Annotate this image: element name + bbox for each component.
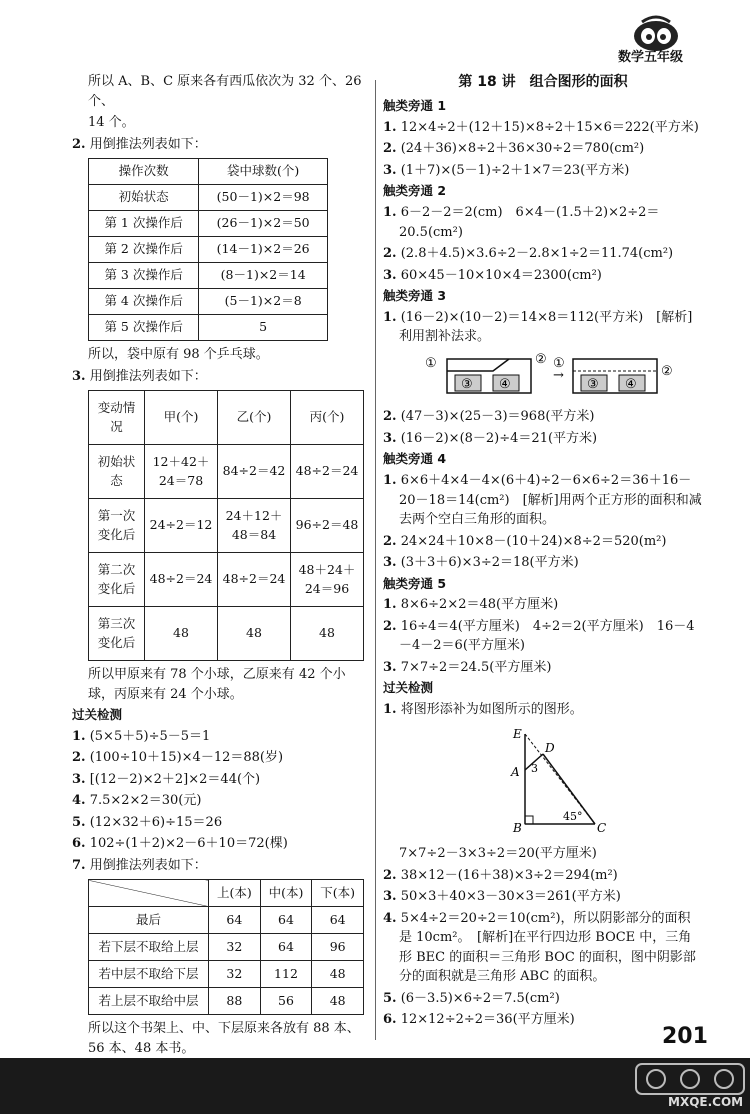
answer-text: 8×6÷2×2＝48(平方厘米): [400, 597, 559, 613]
watermark-url: MXQE.COM: [668, 1095, 744, 1109]
answer-number: 3.: [383, 267, 397, 283]
table-cell: 64: [312, 907, 364, 934]
mascot-logo-icon: [628, 12, 684, 52]
table-header: 甲(个): [145, 391, 218, 445]
diagram-label: ②: [661, 363, 673, 379]
right-column: [383, 72, 703, 1032]
answer-text: 6－2－2＝2(cm) 6×4－(1.5＋2)×2÷2＝20.5(cm²): [399, 205, 660, 240]
answer-text: (24＋36)×8÷2＋36×30÷2＝780(cm²): [400, 141, 645, 157]
table-header: 袋中球数(个): [199, 159, 328, 185]
table-cell: 96÷2＝48: [291, 499, 364, 553]
answer-number: 5.: [383, 990, 397, 1006]
lesson-title: 第 18 讲 组合图形的面积: [458, 74, 628, 90]
table-cell: 48÷2＝24: [145, 553, 218, 607]
cut-and-fill-diagram: [423, 353, 679, 397]
point-label: D: [545, 740, 555, 755]
diagram-label: ④: [499, 376, 511, 392]
table-cell: 48: [291, 607, 364, 661]
answer-text: 24×24＋10×8－(10＋24)×8÷2＝520(m²): [400, 533, 667, 549]
q2-text: 用倒推法列表如下：: [89, 136, 207, 152]
table-cell: 12＋42＋24＝78: [145, 445, 218, 499]
header-subject-grade: 数学五年级: [618, 50, 684, 65]
table-cell: 最后: [89, 907, 209, 934]
check-number: 3.: [72, 771, 86, 787]
page-number: 201: [662, 1024, 708, 1049]
answer-text: 6×6＋4×4－4×(6＋4)÷2－6×6÷2＝36＋16－20－18＝14(cm²) [解析]用两个正方形的面积和减去两个空白三角形的面积。: [399, 473, 702, 527]
section-title: 触类旁通 2: [383, 183, 447, 199]
check-number: 2.: [72, 750, 86, 766]
table-cell: 56: [260, 988, 312, 1015]
q3-conclusion: 所以甲原来有 78 个小球，乙原来有 42 个小球，丙原来有 24 个小球。: [88, 667, 346, 702]
section-check-title: 过关检测: [72, 707, 123, 722]
q2-number: 2.: [72, 136, 86, 152]
column-divider: [375, 80, 376, 1040]
table-cell: 第 3 次操作后: [89, 263, 199, 289]
table-cell: (8－1)×2＝14: [199, 263, 328, 289]
check-number: 1.: [72, 728, 86, 744]
table-bookshelf: [88, 879, 364, 1015]
table-header: 丙(个): [291, 391, 364, 445]
left-column: [72, 72, 367, 1060]
answer-text: (3＋3＋6)×3÷2＝18(平方米): [400, 555, 579, 570]
section-check-title: 过关检测: [383, 680, 434, 696]
point-label: C: [597, 820, 607, 835]
answer-number: 1.: [383, 309, 397, 325]
section-title: 触类旁通 5: [383, 575, 447, 591]
answer-text: 50×3＋40×3－30×3＝261(平方米): [400, 889, 621, 904]
table-cell: 96: [312, 934, 364, 961]
triangle-diagram: [503, 726, 613, 836]
table-cell: 第一次变化后: [89, 499, 145, 553]
intro-line-2: 14 个。: [88, 115, 135, 130]
q3-text: 用倒推法列表如下：: [89, 368, 207, 384]
answer-text: 16÷4＝4(平方厘米) 4÷2＝2(平方厘米) 16－4－4－2＝6(平方厘米): [399, 618, 695, 654]
section-title: 触类旁通 3: [383, 288, 447, 303]
table-cell: 32: [209, 934, 261, 961]
answer-text: (47－3)×(25－3)＝968(平方米): [400, 409, 595, 425]
answer-number: 1.: [383, 205, 397, 220]
diagram-label: ③: [587, 376, 599, 392]
section-title: 触类旁通 4: [383, 451, 447, 467]
point-label: B: [513, 820, 522, 835]
check-number: 5.: [72, 814, 86, 830]
q3-number: 3.: [72, 368, 86, 384]
table-cell: 48: [218, 607, 291, 661]
answer-text: (6－3.5)×6÷2＝7.5(cm²): [400, 990, 560, 1006]
table-header: 变动情况: [89, 391, 145, 445]
table-cell: 88: [209, 988, 261, 1015]
check-answer: (100÷10＋15)×4－12＝88(岁): [89, 750, 284, 766]
answer-number: 2.: [383, 409, 397, 425]
answer-text: 12×12÷2÷2＝36(平方厘米): [400, 1012, 575, 1027]
answer-number: 1.: [383, 597, 397, 613]
table-header: 中(本): [260, 880, 312, 907]
diagram-label: ③: [461, 376, 473, 392]
q7-text: 用倒推法列表如下：: [89, 857, 207, 873]
answer-text: (16－2)×(10－2)＝14×8＝112(平方米) [解析]利用割补法求。: [399, 309, 693, 345]
table-header: 操作次数: [89, 159, 199, 185]
check-answer: 7.5×2×2＝30(元): [89, 793, 202, 809]
answer-text: 60×45－10×10×4＝2300(cm²): [400, 267, 602, 283]
table-cell: 第 2 次操作后: [89, 237, 199, 263]
table-cell: 48: [312, 961, 364, 988]
table-cell: 48: [145, 607, 218, 661]
table-cell: 24÷2＝12: [145, 499, 218, 553]
table-ball-changes: [88, 390, 364, 661]
check-answer: (12×32＋6)÷15＝26: [89, 814, 223, 830]
length-label: 3: [531, 761, 538, 775]
point-label: A: [511, 764, 520, 779]
answer-number: 2.: [383, 141, 397, 157]
table-header: 下(本): [312, 880, 364, 907]
table-cell: 第 1 次操作后: [89, 211, 199, 237]
table-cell: 若下层不取给上层: [89, 934, 209, 961]
table-cell: 初始状态: [89, 185, 199, 211]
table-cell: 32: [209, 961, 261, 988]
answer-number: 2.: [383, 867, 397, 883]
answer-number: 3.: [383, 555, 397, 570]
q7-number: 7.: [72, 857, 86, 873]
check1-result: 7×7÷2－3×3÷2＝20(平方厘米): [399, 846, 597, 861]
answer-number: 2.: [383, 533, 397, 549]
answer-text: 5×4÷2＝20÷2＝10(cm²)，所以阴影部分的面积是 10cm²。 [解析]在平行四边形 BOCE 中，三角形 BEC 的面积＝三角形 BOC 的面积，图中阴影部分的面积就是三角形 ABC 的面积。: [399, 910, 696, 984]
table-cell: 初始状态: [89, 445, 145, 499]
diagram-label: →: [553, 367, 564, 383]
diagram-label: ①: [425, 355, 437, 371]
table-cell: 84÷2＝42: [218, 445, 291, 499]
answer-number: 1.: [383, 473, 397, 488]
answer-text: (16－2)×(8－2)÷4＝21(平方米): [400, 430, 598, 446]
table-cell: 若中层不取给下层: [89, 961, 209, 988]
table-header-diagonal: [89, 880, 209, 907]
answer-number: 3.: [383, 659, 397, 675]
table-ball-operations: [88, 158, 328, 341]
answer-number: 3.: [383, 162, 397, 178]
table-header: 乙(个): [218, 391, 291, 445]
answer-number: 3.: [383, 430, 397, 446]
answer-text: (2.8＋4.5)×3.6÷2－2.8×1÷2＝11.74(cm²): [400, 246, 674, 261]
check-number: 4.: [72, 793, 86, 809]
diagram-label: ①: [553, 355, 565, 371]
table-cell: 5: [199, 315, 328, 341]
table-cell: (50－1)×2＝98: [199, 185, 328, 211]
check-answer: [(12－2)×2＋2]×2＝44(个): [89, 771, 261, 787]
answer-text: 7×7÷2＝24.5(平方厘米): [400, 659, 552, 675]
table-cell: 24＋12＋48＝84: [218, 499, 291, 553]
table-cell: 第 5 次操作后: [89, 315, 199, 341]
point-label: E: [513, 726, 522, 741]
table-header: 上(本): [209, 880, 261, 907]
answer-number: 2.: [383, 246, 397, 261]
answer-number: 2.: [383, 618, 397, 634]
table-cell: 64: [260, 934, 312, 961]
table-cell: 48＋24＋24＝96: [291, 553, 364, 607]
table-cell: 64: [260, 907, 312, 934]
table-cell: (5－1)×2＝8: [199, 289, 328, 315]
table-cell: (26－1)×2＝50: [199, 211, 328, 237]
table-cell: 112: [260, 961, 312, 988]
table-cell: 若上层不取给中层: [89, 988, 209, 1015]
answer-number: 3.: [383, 889, 397, 904]
table-cell: 第二次变化后: [89, 553, 145, 607]
answer-number: 1.: [383, 119, 397, 135]
answer-number: 6.: [383, 1012, 397, 1027]
check-answer: 102÷(1＋2)×2－6＋10＝72(棵): [89, 836, 288, 852]
answer-number: 4.: [383, 910, 397, 926]
table-cell: 48÷2＝24: [218, 553, 291, 607]
diagram-label: ④: [625, 376, 637, 392]
diagram-label: ②: [535, 352, 547, 367]
table-cell: 48÷2＝24: [291, 445, 364, 499]
section-title: 触类旁通 1: [383, 98, 447, 113]
q7-conclusion: 所以这个书架上、中、下层原来各放有 88 本、56 本、48 本书。: [88, 1021, 360, 1056]
answer-text: (1＋7)×(5－1)÷2＋1×7＝23(平方米): [400, 162, 630, 178]
check-number: 6.: [72, 836, 86, 852]
answer-number: 1.: [383, 702, 397, 717]
check-answer: (5×5＋5)÷5－5＝1: [89, 728, 211, 744]
answer-text: 38×12－(16＋38)×3÷2＝294(m²): [400, 867, 618, 883]
table-cell: 64: [209, 907, 261, 934]
answer-text: 将图形添补为如图所示的图形。: [400, 702, 583, 717]
table-cell: 第三次变化后: [89, 607, 145, 661]
table-cell: 第 4 次操作后: [89, 289, 199, 315]
intro-line-1: 所以 A、B、C 原来各有西瓜依次为 32 个、26 个、: [88, 74, 362, 109]
answer-text: 12×4÷2＋(12＋15)×8÷2＋15×6＝222(平方米): [400, 119, 699, 135]
table-cell: (14－1)×2＝26: [199, 237, 328, 263]
angle-label: 45°: [563, 809, 583, 823]
table-cell: 48: [312, 988, 364, 1015]
q2-conclusion: 所以，袋中原有 98 个乒乓球。: [88, 347, 269, 362]
